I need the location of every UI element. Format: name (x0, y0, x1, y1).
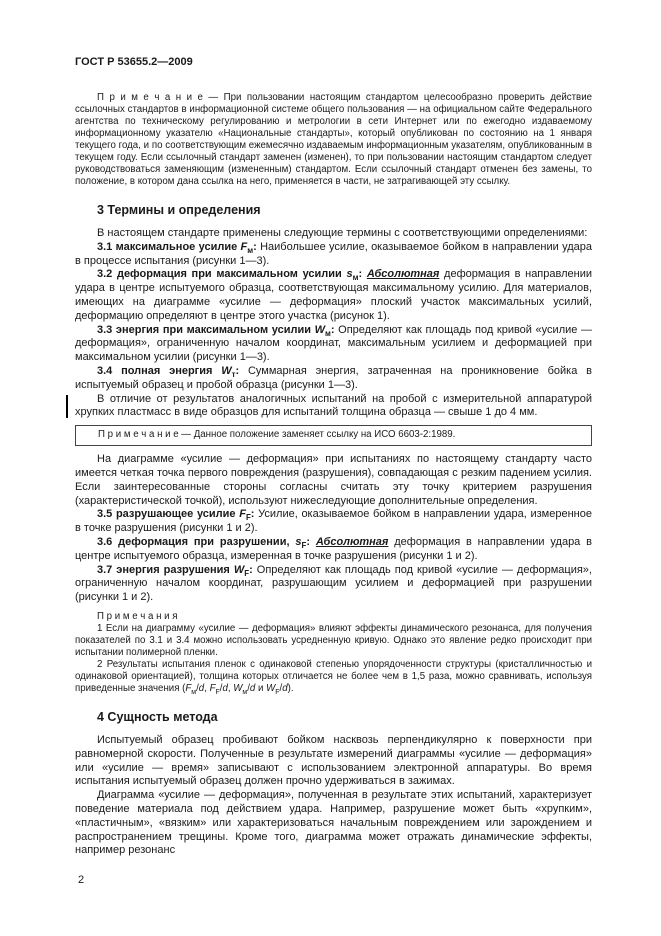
text-segment: Наибольшее усилие, оказываемое бойком в направлении удара в процессе испытания (рисунки 1—3). (75, 240, 592, 267)
text-segment: s (295, 535, 302, 548)
text-segment: м (191, 688, 197, 696)
text-segment: Испытуемый образец пробивают бойком насквозь перпендикулярно к поверхности при равномерной скорости. Полученные в результате измерений диаграммы «усилие — деформация» или «усилие — время» записывают с использованием электронной аппаратуры. Во время испытания испытуемый образец должен прочно удерживаться в зажимах. (75, 733, 592, 788)
document-content (75, 92, 592, 858)
text-segment: F (185, 682, 192, 694)
text-segment: 3.7 энергия разрушения (97, 563, 234, 576)
term-3-4 (75, 365, 592, 393)
text-segment: / (279, 682, 283, 694)
notes-block (75, 611, 592, 695)
paragraph (75, 734, 592, 789)
term-3-5 (75, 508, 592, 536)
text-segment: F (240, 240, 248, 253)
text-segment: 1 Если на диаграмму «усилие — деформация» влияют эффекты динамического резонанса, для получения показателей по 3.1 и 3.4 можно использовать усредненную кривую. Однако это явление редко происходит при испытании полимерной пленки. (75, 622, 592, 658)
paragraph (75, 241, 592, 269)
change-bar (66, 395, 68, 419)
paragraph (86, 429, 581, 441)
text-segment: На диаграмме «усилие — деформация» при испытаниях по настоящему стандарту часто имеется четкая точка первого повреждения (разрушения), совпадающая с резким падением усилия. Если заинтересованные стороны согласны считать эту точку критерием разрушения (характеристической точкой), используют нижеследующие дополнительные определения. (75, 453, 592, 507)
term-3-2 (75, 268, 592, 323)
text-segment: Определяют как площадь под кривой «усилие — деформация», ограниченную началом координат, разрушающим усилием и деформацией при разрушении (рисунки 1 и 2). (75, 563, 592, 604)
paragraph (75, 611, 592, 623)
method-paragraph-1 (75, 734, 592, 789)
paragraph (75, 659, 592, 695)
paragraph (75, 393, 592, 421)
text-segment: : (253, 240, 261, 253)
text-segment: Абсолютная (315, 535, 389, 548)
text-segment: W (233, 682, 243, 694)
text-segment: Абсолютная (366, 268, 440, 281)
text-segment: 3.1 максимальное усилие (97, 240, 241, 253)
text-segment: / (247, 682, 250, 694)
text-segment: W (233, 563, 245, 576)
text-segment: : (235, 364, 248, 377)
text-segment: , (227, 682, 234, 694)
text-segment: м (325, 328, 331, 338)
text-segment: 3.5 разрушающее усилие (97, 508, 240, 521)
paragraph (75, 508, 592, 536)
text-segment: Усилие, оказываемое бойком в направлении удара, измеренное в точке разрушения (рисунки 1 и 2). (75, 508, 592, 535)
paragraph (75, 453, 592, 508)
term-3-1 (75, 241, 592, 269)
text-segment: : (358, 268, 367, 281)
text-segment: d (222, 682, 228, 694)
term-3-6 (75, 536, 592, 564)
paragraph (75, 623, 592, 659)
text-segment: / (196, 682, 199, 694)
boxed-note (75, 425, 592, 446)
paragraph (75, 365, 592, 393)
paragraph (75, 536, 592, 564)
text-segment: d (198, 682, 205, 694)
text-segment: деформация в направлении удара в центре испытуемого образца, измеренная в точке разрушения (рисунки 1 и 2). (75, 535, 592, 562)
paragraph (75, 789, 592, 858)
text-segment: т (231, 370, 236, 380)
text-segment: П р и м е ч а н и е — При пользовании настоящим стандартом целесообразно проверить действие ссылочных стандартов в информационной системе общего пользования — на официальном сайте Федерального агентства по техническому регулированию и метрологии в сети Интернет или по ежегодно издаваемому информационному указателю «Национальные стандарты», который опубликован по состоянию на 1 января текущего года, и по соответствующим ежемесячно издаваемым информационным указателям, опубликованным в текущем году. Если ссылочный стандарт заменен (изменен), то при пользовании настоящим стандартом следует руководствоваться заменяющим (измененным) стандартом. Если ссылочный стандарт отменен без замены, то положение, в котором дана ссылка на него, применяется в части, не затрагивающей эту ссылку. (75, 92, 592, 187)
text-segment: 2 Результаты испытания пленок с одинаковой степенью упорядоченности структуры (кристалличностью и одинаковой ориентацией), толщина которых отличается не более чем в 1,5 раза, можно сравнивать, используя приведенные значения ( (75, 658, 592, 694)
text-segment: F (301, 541, 307, 551)
text-segment: : (306, 535, 316, 548)
section-4-heading (75, 710, 592, 725)
term-3-3 (75, 324, 592, 365)
text-segment: / (219, 682, 223, 694)
text-segment: В настоящем стандарте применены следующие термины с соответствующими определениями: (97, 227, 588, 239)
section-3-heading (75, 203, 592, 218)
text-segment: W (266, 682, 276, 694)
text-segment: и (255, 682, 267, 694)
text-segment: Диаграмма «усилие — деформация», полученная в результате этих испытаний, характеризует поведение материала под действием удара. Например, разрушение может быть «хрупким», «пластичным», «вязким» или характеризоваться начальным повреждением или зарождением и распространением трещины. Кроме того, диаграмма может отражать динамические эффекты, например резонанс (75, 789, 592, 857)
text-segment: м (242, 688, 248, 696)
paragraph (75, 710, 592, 725)
text-segment: деформация в направлении удара в центре испытуемого образца, соответствующая максимальному усилию. Для материалов, имеющих на диаграмме «усилие — деформация» плоский участок максимальных усилий, деформацию определяют в центре этого участка (рисунок 1). (75, 268, 592, 322)
text-segment: F (245, 513, 251, 523)
text-segment: F (215, 688, 220, 696)
paragraph (75, 268, 592, 323)
text-segment: F (209, 682, 216, 694)
text-segment: , (204, 682, 210, 694)
text-segment: ). (287, 682, 294, 694)
text-segment: F (239, 508, 246, 521)
text-segment: 3.3 энергия при максимальном усилии (97, 323, 315, 336)
paragraph (75, 564, 592, 605)
paragraph (75, 203, 592, 218)
method-paragraph-2 (75, 789, 592, 858)
text-segment: Суммарная энергия, затраченная на проникновение бойка в испытуемый образец и пробой образца (рисунки 1—3). (75, 364, 592, 391)
paragraph (75, 324, 592, 365)
text-segment: d (249, 682, 256, 694)
terms-intro-paragraph (75, 227, 592, 241)
text-segment: : (249, 563, 257, 576)
text-segment: 3.2 деформация при максимальном усилии (97, 268, 347, 281)
text-segment: F (244, 568, 250, 578)
text-segment: W (314, 323, 326, 336)
text-segment: м (352, 273, 359, 283)
text-segment: П р и м е ч а н и я (97, 610, 178, 622)
text-segment: F (275, 688, 280, 696)
text-segment: 3 Термины и определения (97, 203, 261, 217)
text-segment: В отличие от результатов аналогичных испытаний на пробой с измерительной аппаратурой хрупких пластмасс в виде образцов для испытаний толщина образца — свыше 1 до 4 мм. (75, 392, 592, 419)
document-code: ГОСТ Р 53655.2—2009 (75, 56, 193, 68)
referenced-standards-note (75, 92, 592, 188)
text-segment: d (282, 682, 288, 694)
changed-paragraph (75, 393, 592, 421)
text-segment: 4 Сущность метода (97, 709, 218, 724)
failure-point-paragraph (75, 453, 592, 508)
page-number: 2 (78, 874, 85, 886)
paragraph (75, 227, 592, 241)
paragraph (75, 92, 592, 188)
text-segment: s (346, 268, 353, 281)
text-segment: П р и м е ч а н и е — Данное положение заменяет ссылку на ИСО 6603-2:1989. (98, 429, 456, 441)
text-segment: 3.6 деформация при разрушении, (97, 535, 296, 548)
term-3-7 (75, 564, 592, 605)
text-segment: W (221, 364, 232, 377)
text-segment: м (247, 245, 254, 255)
text-segment: : (330, 323, 339, 336)
text-segment: 3.4 полная энергия (97, 364, 222, 377)
text-segment: Определяют как площадь под кривой «усилие — деформация», ограниченную началом координат, максимальным усилием и деформацией при максимальном усилии (рисунки 1—3). (75, 323, 592, 364)
text-segment: : (250, 508, 259, 521)
